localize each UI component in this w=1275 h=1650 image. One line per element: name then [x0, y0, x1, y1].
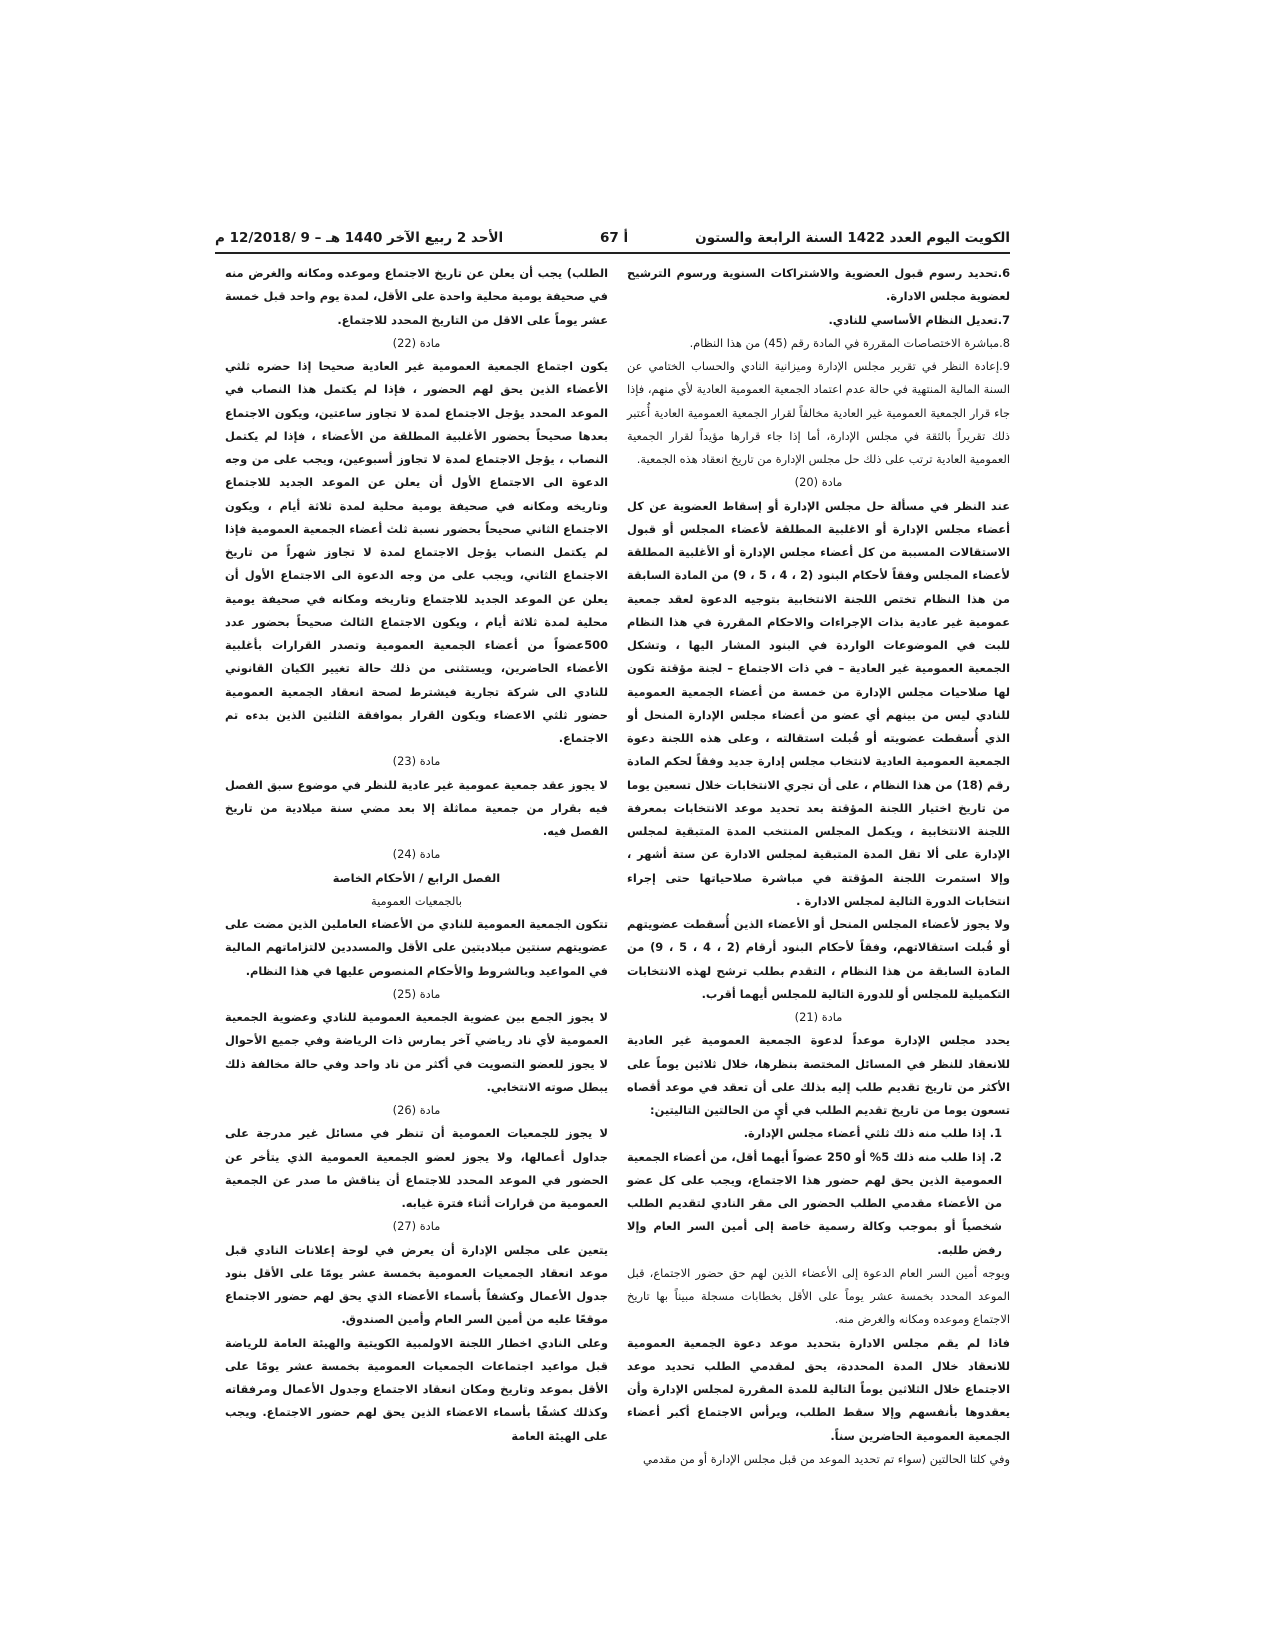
chapter-subheading: بالجمعيات العمومية: [370, 893, 463, 908]
list-item: 1. إذا طلب منه ذلك ثلثي أعضاء مجلس الإدارة.: [743, 1126, 1002, 1141]
paragraph: يحدد مجلس الإدارة موعداً لدعوة الجمعية العمومية غير العادية للانعقاد للنظر في المسائل المختصة بنظرها، خلال ثلاثين يوماً على الأكثر من تاريخ تقديم طلب إليه بذلك على أن تعقد في موعد أقصاه تسعون يوما من تاريخ تقديم الطلب في أيٍ من الحالتين التاليتين:: [627, 1033, 1010, 1117]
article-heading: مادة (27): [392, 1219, 441, 1234]
paragraph: 9.إعادة النظر في تقرير مجلس الإدارة وميزانية النادي والحساب الختامي عن السنة المالية المنتهية في حالة عدم اعتماد الجمعية العمومية العادية لأي منهم، فإذا جاء قرار الجمعية العمومية غير العادية مخالفاً لقرار الجمعية العمومية العادية أُعتبر ذلك تقريراً بالثقة في مجلس الإدارة، أما إذا جاء قرارها مؤيداً لقرار الجمعية العمومية العادية ترتب على ذلك حل مجلس الإدارة من تاريخ انعقاد هذه الجمعية.: [627, 359, 1010, 466]
chapter-heading: الفصل الرابع / الأحكام الخاصة: [332, 870, 501, 885]
paragraph: يكون اجتماع الجمعية العمومية غير العادية صحيحا إذا حضره ثلثي الأعضاء الذين يحق لهم الحضور ، فإذا لم يكتمل هذا النصاب في الموعد المحدد يؤجل الاجتماع لمدة لا تجاوز ساعتين، ويكون الاجتماع بعدها صحيحاً بحضور الأغلبية المطلقة من الأعضاء ، فإذا لم يكتمل النصاب ، يؤجل الاجتماع لمدة لا تجاوز أسبوعين، ويجب على من وجه الدعوة الى الاجتماع الأول أن يعلن عن الموعد الجديد للاجتماع وتاريخه ومكانه في صحيفة يومية محلية لمدة ثلاثة أيام ، ويكون الاجتماع الثاني صحيحاً بحضور نسبة ثلث أعضاء الجمعية العمومية فإذا لم يكتمل النصاب يؤجل الاجتماع لمدة لا تجاوز شهراً من تاريخ الاجتماع الثاني، ويجب على من وجه الدعوة الى الاجتماع الأول أن يعلن عن الموعد الجديد للاجتماع وتاريخه ومكانه في صحيفة يومية محلية لمدة ثلاثة أيام ، ويكون الاجتماع الثالث صحيحاً بحضور عدد 500عضواً من أعضاء الجمعية العمومية وتصدر القرارات بأغلبية الأعضاء الحاضرين، ويستثنى من ذلك حالة تغيير الكيان القانوني للنادي الى شركة تجارية فيشترط لصحة انعقاد الجمعية العمومية حضور ثلثي الاعضاء ويكون القرار بموافقة الثلثين الذين بدءه تم الاجتماع.: [225, 359, 608, 745]
paragraph: ويوجه أمين السر العام الدعوة إلى الأعضاء الذين لهم حق حضور الاجتماع، قبل الموعد المحدد بخمسة عشر يوماً على الأقل بخطابات مسجلة مبيناً بها تاريخ الاجتماع وموعده ومكانه والغرض منه.: [627, 1265, 1010, 1327]
right-column: [627, 262, 1010, 1471]
article-heading: مادة (22): [392, 335, 441, 350]
paragraph: فاذا لم يقم مجلس الادارة بتحديد موعد دعوة الجمعية العمومية للانعقاد خلال المدة المحددة، يحق لمقدمي الطلب تحديد موعد الاجتماع خلال الثلاثين يوماً التالية للمدة المقررة لمجلس الإدارة وأن يعقدوها بأنفسهم وإلا سقط الطلب، ويرأس الاجتماع أكبر أعضاء الجمعية العمومية الحاضرين سناً.: [627, 1335, 1010, 1443]
paragraph: 6.تحديد رسوم قبول العضوية والاشتراكات السنوية ورسوم الترشيح لعضوية مجلس الادارة.: [627, 266, 1010, 304]
paragraph: وعلى النادي اخطار اللجنة الاولمبية الكويتية والهيئة العامة للرياضة قبل مواعيد اجتماعات الجمعيات العمومية بخمسة عشر يومًا على الأقل بموعد وتاريخ ومكان انعقاد الاجتماع وجدول الأعمال ومرفقاته وكذلك كشفًا بأسماء الاعضاء الذين يحق لهم حضور الاجتماع. ويجب على الهيئة العامة: [225, 1335, 608, 1443]
page-header: [215, 228, 1010, 254]
list-item: 2. إذا طلب منه ذلك 5% أو 250 عضواً أيهما أقل، من أعضاء الجمعية العمومية الذين يحق لهم حضور هذا الاجتماع، ويجب على كل عضو من الأعضاء مقدمي الطلب الحضور الى مقر النادي لتقديم الطلب شخصياً أو بموجب وكالة رسمية خاصة إلى أمين السر العام وإلا رفض طلبه.: [627, 1149, 1002, 1257]
paragraph: وفي كلتا الحالتين (سواء تم تحديد الموعد من قبل مجلس الإدارة أو من مقدمي: [642, 1451, 1010, 1466]
left-column: [225, 262, 608, 1448]
header-date: الأحد 2 ربيع الآخر 1440 هـ – 9 /12/2018 م: [215, 230, 504, 246]
paragraph: عند النظر في مسألة حل مجلس الإدارة أو إسقاط العضوية عن كل أعضاء مجلس الإدارة أو الاغلبية المطلقة لأعضاء المجلس أو قبول الاستقالات المسببة من كل أعضاء مجلس الإدارة أو الأغلبية المطلقة لأعضاء المجلس وفقاً لأحكام البنود (2 ، 4 ، 5 ، 9) من المادة السابقة من هذا النظام تختص اللجنة الانتخابية بتوجيه الدعوة لعقد جمعية عمومية غير عادية بذات الإجراءات والاحكام المقررة في هذا النظام للبت في الموضوعات الواردة في البنود المشار اليها ، وتشكل الجمعية العمومية غير العادية – في ذات الاجتماع – لجنة مؤقتة تكون لها صلاحيات مجلس الإدارة من خمسة من أعضاء الجمعية العمومية للنادي ليس من بينهم أي عضو من أعضاء مجلس الإدارة المنحل أو الذي أُسقطت عضويته أو قُبلت استقالته ، وعلى هذه اللجنة دعوة الجمعية العمومية العادية لانتخاب مجلس إدارة جديد وفقاً لحكم المادة رقم (18) من هذا النظام ، على أن تجري الانتخابات خلال تسعين يوما من تاريخ اختيار اللجنة المؤقتة بعد تحديد موعد الانتخابات بمعرفة اللجنة الانتخابية ، ويكمل المجلس المنتخب المدة المتبقية لمجلس الإدارة على ألا تقل المدة المتبقية لمجلس الادارة عن ستة أشهر ، وإلا استمرت اللجنة المؤقتة في مباشرة صلاحياتها حتى إجراء انتخابات الدورة التالية لمجلس الادارة .: [627, 498, 1010, 908]
paragraph: 7.تعديل النظام الأساسي للنادي.: [828, 312, 1010, 327]
article-heading: مادة (20): [794, 475, 843, 490]
article-heading: مادة (25): [392, 986, 441, 1001]
article-heading: مادة (26): [392, 1103, 441, 1117]
paragraph: يتعين على مجلس الإدارة أن يعرض في لوحة إعلانات النادي قبل موعد انعقاد الجمعيات العمومية بخمسة عشر يومًا على الأقل بنود جدول الأعمال وكشفاً بأسماء الأعضاء الذي يحق لهم حضور الاجتماع موقعًا عليه من أمين السر العام وأمين الصندوق.: [225, 1242, 608, 1327]
article-heading: مادة (21): [794, 1010, 843, 1024]
header-page-number: أ 67: [600, 230, 629, 246]
paragraph: لا يجوز الجمع بين عضوية الجمعية العمومية للنادي وعضوية الجمعية العمومية لأي ناد رياضي آخر يمارس ذات الرياضة وفي جميع الأحوال لا يجوز للعضو التصويت في أكثر من ناد واحد وفي حالة مخالفة ذلك يبطل صوته الانتخابي.: [225, 1010, 608, 1094]
header-issue-info: الكويت اليوم العدد 1422 السنة الرابعة والستون: [695, 230, 1010, 246]
article-heading: مادة (23): [392, 754, 441, 769]
paragraph: ولا يجوز لأعضاء المجلس المنحل أو الأعضاء الذين أُسقطت عضويتهم أو قُبلت استقالاتهم، وفقاً لأحكام البنود أرقام (2 ، 4 ، 5 ، 9) من المادة السابقة من هذا النظام ، التقدم بطلب ترشح لهذه الانتخابات التكميلية للمجلس أو للدورة التالية للمجلس أيهما أقرب.: [627, 917, 1010, 1001]
paragraph: لا يجوز للجمعيات العمومية أن تنظر في مسائل غير مدرجة على جداول أعمالها، ولا يجوز لعضو الجمعية العمومية الذي يتأخر عن الحضور في الموعد المحدد للاجتماع أن يناقش ما صدر عن الجمعية العمومية من قرارات أثناء فترة غيابه.: [225, 1126, 608, 1210]
paragraph: لا يجوز عقد جمعية عمومية غير عادية للنظر في موضوع سبق الفصل فيه بقرار من جمعية مماثلة إلا بعد مضي سنة ميلادية من تاريخ الفصل فيه.: [225, 777, 608, 838]
paragraph: 8.مباشرة الاختصاصات المقررة في المادة رقم (45) من هذا النظام.: [689, 335, 1010, 350]
article-heading: مادة (24): [392, 847, 441, 862]
paragraph: الطلب) يجب أن يعلن عن تاريخ الاجتماع وموعده ومكانه والغرض منه في صحيفة يومية محلية واحدة على الأقل، لمدة يوم واحد قبل خمسة عشر يوماً على الاقل من التاريخ المحدد للاجتماع.: [225, 266, 608, 327]
paragraph: تتكون الجمعية العمومية للنادي من الأعضاء العاملين الذين مضت على عضويتهم سنتين ميلاديتين على الأقل والمسددين لالتزاماتهم المالية في المواعيد وبالشروط والأحكام المنصوص عليها في هذا النظام.: [225, 917, 608, 978]
